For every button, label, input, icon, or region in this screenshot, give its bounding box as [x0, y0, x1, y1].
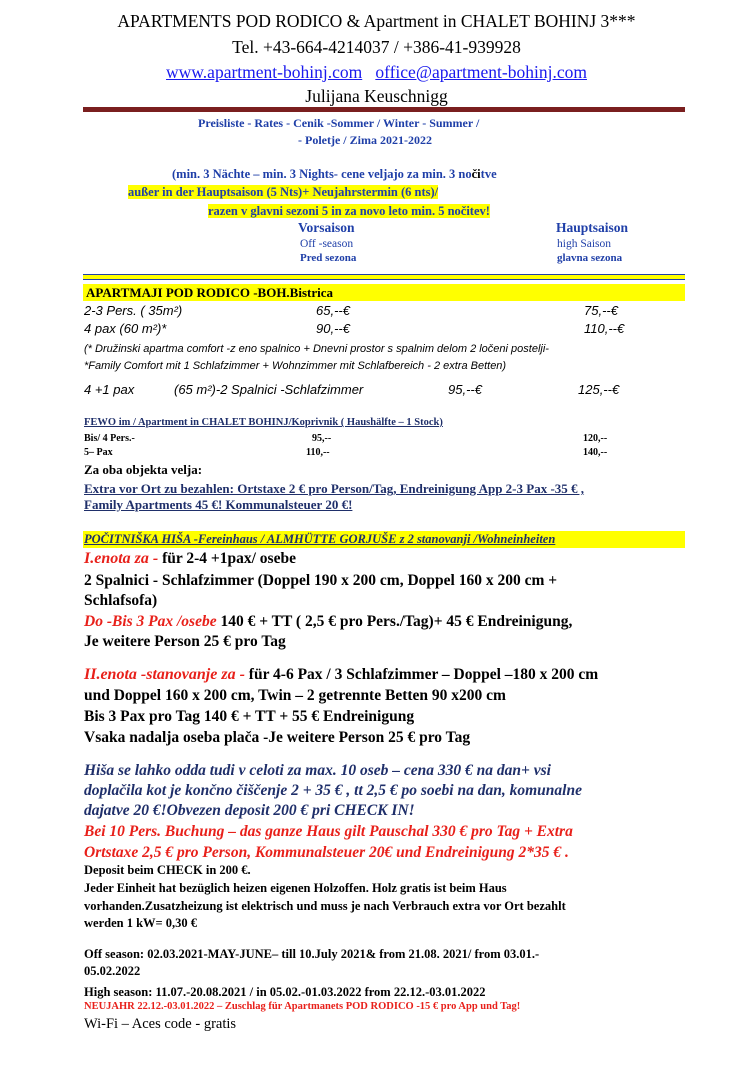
whole-house-de-2: Ortstaxe 2,5 € pro Person, Kommunalsteuer 20€ und Endreinigung 2*35 € . [84, 844, 569, 861]
heating-line-3: werden 1 kW= 0,30 € [84, 916, 198, 930]
phone-line: Tel. +43-664-4214037 / +386-41-939928 [232, 37, 521, 57]
chalet-row1-pre: 95,-- [312, 433, 332, 444]
rates-line-2: - Poletje / Zima 2021-2022 [298, 133, 432, 147]
both-objects-note: Za oba objekta velja: [84, 462, 203, 477]
header-divider [83, 107, 685, 112]
off-season-dates-2: 05.02.2022 [84, 964, 141, 978]
off-season-dates-1: Off season: 02.03.2021-MAY-JUNE– till 10.July 2021& from 21.08. 2021/ from 03.01.- [84, 947, 540, 961]
pre-season-sl: Pred sezona [300, 252, 357, 264]
rodico-row1-label: 2-3 Pers. ( 35m²) [84, 303, 183, 318]
rodico-note-2: *Family Comfort mit 1 Schlafzimmer + Wohnzimmer mit Schlafbereich - 2 extra Betten) [84, 360, 507, 372]
unit1-line-2: 2 Spalnici - Schlafzimmer (Doppel 190 x 200 cm, Doppel 160 x 200 cm + [84, 572, 558, 589]
rodico-row3-main: 125,--€ [578, 382, 620, 397]
rodico-row2-main: 110,--€ [584, 321, 625, 336]
chalet-row2-pre: 110,-- [306, 447, 330, 458]
min-nights-line-3: razen v glavni sezoni 5 in za novo leto min. 5 nočitev! [208, 204, 490, 218]
rodico-title: APARTMAJI POD RODICO -BOH.Bistrica [86, 285, 334, 300]
house-title: POČITNIŠKA HIŠA -Fereinhaus / ALMHÜTTE GORJUŠE z 2 stanovanji /Wohneinheiten [84, 532, 556, 546]
heating-line-2: vorhanden.Zusatzheizung ist elektrisch und muss je nach Verbrauch extra vor Ort bezahlt [84, 899, 566, 913]
owner-name: Julijana Keuschnigg [305, 86, 448, 106]
min-nights-line-2: außer in der Hauptsaison (5 Nts)+ Neujahrstermin (6 nts)/ [128, 185, 439, 199]
unit2-line-2: und Doppel 160 x 200 cm, Twin – 2 getrennte Betten 90 x200 cm [84, 687, 506, 704]
chalet-row1-label: Bis/ 4 Pers.- [84, 433, 135, 444]
min-nights-line-1: (min. 3 Nächte – min. 3 Nights- cene veljajo za min. 3 nočitve [172, 167, 497, 181]
rodico-row1-main: 75,--€ [584, 303, 618, 318]
main-season-title: Hauptsaison [556, 220, 629, 235]
chalet-row1-main: 120,-- [583, 433, 608, 444]
unit1-line-5: Je weitere Person 25 € pro Tag [84, 633, 286, 650]
unit2-line-3: Bis 3 Pax pro Tag 140 € + TT + 55 € Endreinigung [84, 708, 415, 725]
rodico-row1-pre: 65,--€ [316, 303, 350, 318]
rodico-row3-label: 4 +1 pax [84, 382, 135, 397]
chalet-title: FEWO im / Apartment in CHALET BOHINJ/Koprivnik ( Haushälfte – 1 Stock) [84, 417, 443, 428]
whole-house-sl-2: doplačila kot je končno čiščenje 2 + 35 € , tt 2,5 € po soebi na dan, komunalne [84, 782, 582, 799]
rodico-row2-pre: 90,--€ [316, 321, 350, 336]
whole-house-sl-3: dajatve 20 €!Obvezen deposit 200 € pri CHECK IN! [84, 802, 415, 819]
rodico-row3-pre: 95,--€ [448, 382, 482, 397]
high-season-dates: High season: 11.07.-20.08.2021 / in 05.02.-01.03.2022 from 22.12.-03.01.2022 [84, 985, 486, 999]
whole-house-de-1: Bei 10 Pers. Buchung – das ganze Haus gilt Pauschal 330 € pro Tag + Extra [84, 823, 573, 840]
pre-season-title: Vorsaison [298, 220, 355, 235]
heating-line-1: Jeder Einheit hat bezüglich heizen eigenen Holzoffen. Holz gratis ist beim Haus [84, 881, 507, 895]
main-season-sl: glavna sezona [557, 252, 623, 264]
wifi-note: Wi-Fi – Aces code - gratis [84, 1016, 237, 1032]
rates-line-1: Preisliste - Rates - Cenik -Sommer / Winter - Summer / [198, 116, 480, 130]
whole-house-sl-1: Hiša se lahko odda tudi v celoti za max. 10 oseb – cena 330 € na dan+ vsi [84, 762, 551, 779]
email-link[interactable]: office@apartment-bohinj.com [375, 62, 587, 82]
extra-costs-1: Extra vor Ort zu bezahlen: Ortstaxe 2 € pro Person/Tag, Endreinigung App 2-3 Pax -35 € , [84, 481, 585, 496]
chalet-row2-main: 140,-- [583, 447, 608, 458]
unit1-heading: I.enota za - für 2-4 +1pax/ osebe [84, 550, 296, 567]
rodico-row2-label: 4 pax (60 m²)* [84, 321, 167, 336]
unit1-line-3: Schlafsofa) [84, 592, 158, 609]
extra-costs-2: Family Apartments 45 €! Kommunalsteuer 20 €! [84, 497, 353, 512]
contact-links [0, 61, 753, 83]
unit1-price: Do -Bis 3 Pax /osebe 140 € + TT ( 2,5 € pro Pers./Tag)+ 45 € Endreinigung, [84, 613, 573, 630]
website-link[interactable]: www.apartment-bohinj.com [166, 62, 363, 82]
new-year-surcharge: NEUJAHR 22.12.-03.01.2022 – Zuschlag für Apartmanets POD RODICO -15 € pro App und Tag! [84, 1001, 521, 1012]
pre-season-en: Off -season [300, 238, 354, 250]
deposit-note: Deposit beim CHECK in 200 €. [84, 863, 251, 877]
section-divider [83, 274, 685, 280]
rodico-note-1: (* Družinski apartma comfort -z eno spalnico + Dnevni prostor s spalnim delom 2 ločeni postelji- [84, 343, 549, 355]
unit2-heading: II.enota -stanovanje za - für 4-6 Pax / 3 Schlafzimmer – Doppel –180 x 200 cm [84, 666, 599, 683]
rodico-row3-desc: (65 m²)-2 Spalnici -Schlafzimmer [174, 382, 364, 397]
main-season-en: high Saison [557, 238, 611, 250]
chalet-row2-label: 5– Pax [84, 447, 113, 458]
unit2-line-4: Vsaka nadalja oseba plača -Je weitere Person 25 € pro Tag [84, 729, 471, 746]
doc-title: APARTMENTS POD RODICO & Apartment in CHALET BOHINJ 3*** [117, 11, 636, 31]
